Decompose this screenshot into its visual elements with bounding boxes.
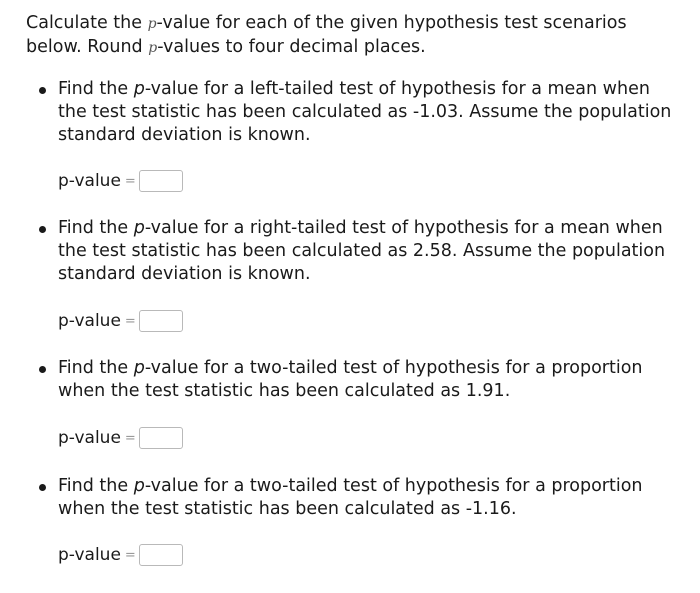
question-2-text-before: Find the xyxy=(58,218,134,238)
question-3-text xyxy=(36,357,676,403)
equals-sign: = xyxy=(124,313,136,329)
question-3-p: p xyxy=(133,358,145,378)
answer-input-2[interactable] xyxy=(139,310,183,332)
question-2 xyxy=(36,217,676,286)
question-2-p: p xyxy=(133,218,145,238)
answer-input-1[interactable] xyxy=(139,170,183,192)
question-1-text xyxy=(36,78,676,147)
question-1 xyxy=(36,78,676,147)
answer-row-2 xyxy=(58,308,183,334)
instructions-text-3: -values to four decimal places. xyxy=(157,37,426,57)
instructions-text-2: -value for each of the given hypothesis test scenarios below. Round xyxy=(26,13,627,57)
equals-sign: = xyxy=(124,547,136,563)
instructions-text-1: Calculate the xyxy=(26,13,148,33)
question-4-text xyxy=(36,475,676,521)
question-3-text-before: Find the xyxy=(58,358,134,378)
question-4-text-after: -value for a two-tailed test of hypothesis for a proportion when the test statistic has been calculated as -1.16. xyxy=(58,476,643,519)
question-4-p: p xyxy=(133,476,145,496)
answer-row-1 xyxy=(58,168,183,194)
bullet-icon xyxy=(39,226,46,233)
answer-input-3[interactable] xyxy=(139,427,183,449)
bullet-icon xyxy=(39,484,46,491)
question-2-text-after: -value for a right-tailed test of hypothesis for a mean when the test statistic has been calculated as 2.58. Assume the population standard deviation is known. xyxy=(58,218,666,284)
question-4 xyxy=(36,475,676,521)
equals-sign: = xyxy=(124,173,136,189)
equals-sign: = xyxy=(124,430,136,446)
answer-label-4: p-value xyxy=(58,545,121,565)
instructions xyxy=(26,12,666,60)
answer-label-3: p-value xyxy=(58,428,121,448)
answer-row-3 xyxy=(58,425,183,451)
answer-label-1: p-value xyxy=(58,171,121,191)
answer-row-4 xyxy=(58,542,183,568)
p-symbol: p xyxy=(147,16,157,32)
bullet-icon xyxy=(39,87,46,94)
answer-label-2: p-value xyxy=(58,311,121,331)
question-1-text-before: Find the xyxy=(58,79,134,99)
question-3 xyxy=(36,357,676,403)
bullet-icon xyxy=(39,366,46,373)
question-2-text xyxy=(36,217,676,286)
question-3-text-after: -value for a two-tailed test of hypothesis for a proportion when the test statistic has been calculated as 1.91. xyxy=(58,358,643,401)
question-4-text-before: Find the xyxy=(58,476,134,496)
question-1-p: p xyxy=(133,79,145,99)
answer-input-4[interactable] xyxy=(139,544,183,566)
question-1-text-after: -value for a left-tailed test of hypothesis for a mean when the test statistic has been calculated as -1.03. Assume the population standard deviation is known. xyxy=(58,79,672,145)
p-symbol: p xyxy=(148,40,158,56)
